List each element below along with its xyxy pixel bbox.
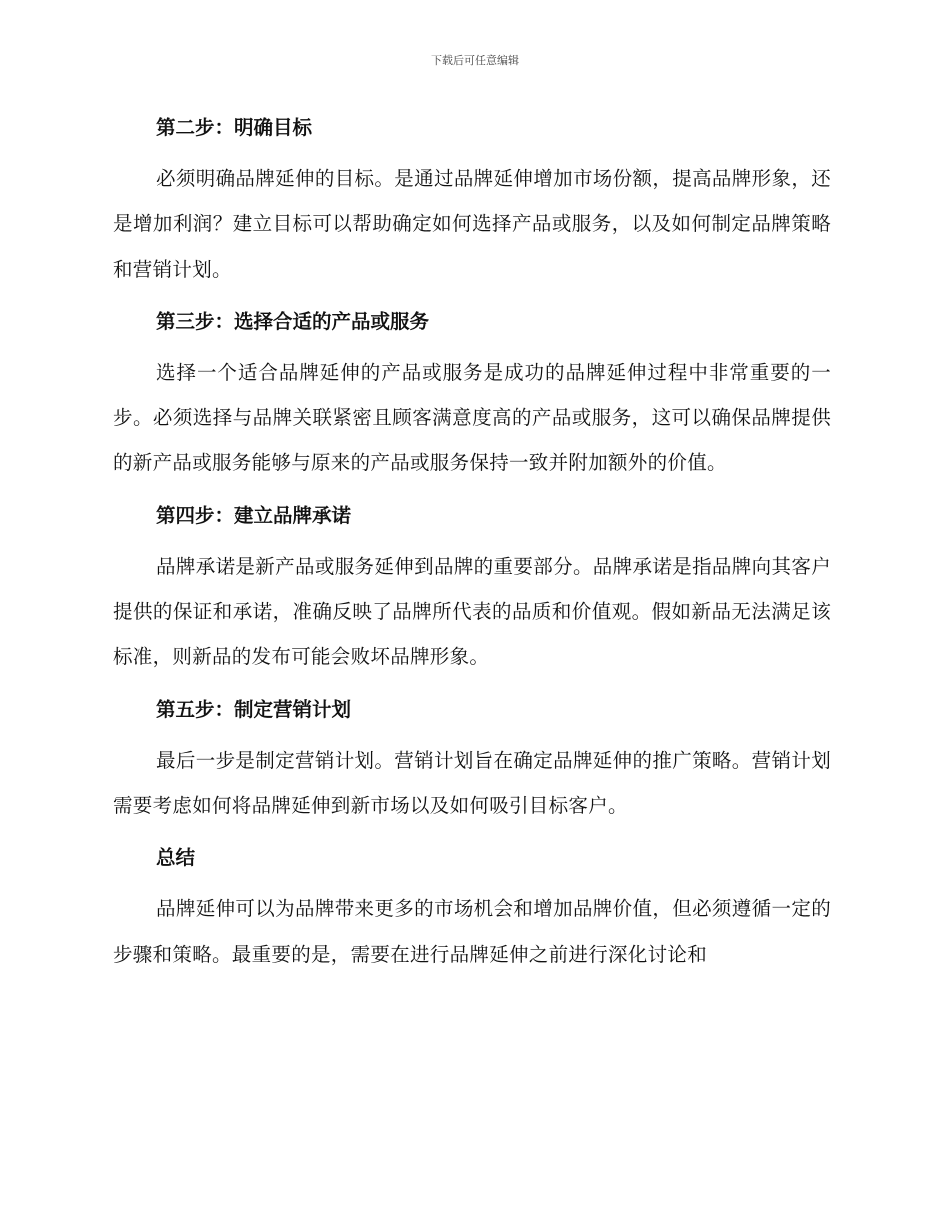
- section-paragraph: 品牌承诺是新产品或服务延伸到品牌的重要部分。品牌承诺是指品牌向其客户提供的保证和承诺，准确反映了品牌所代表的品质和价值观。假如新品无法满足该标准，则新品的发布可能会败坏品牌形象。: [113, 554, 831, 669]
- section-paragraph: 品牌延伸可以为品牌带来更多的市场机会和增加品牌价值，但必须遵循一定的步骤和策略。最重要的是，需要在进行品牌延伸之前进行深化讨论和: [113, 897, 831, 966]
- section-summary: [113, 836, 831, 977]
- section-paragraph: 选择一个适合品牌延伸的产品或服务是成功的品牌延伸过程中非常重要的一步。必须选择与品牌关联紧密且顾客满意度高的产品或服务，这可以确保品牌提供的新产品或服务能够与原来的产品或服务保持一致并附加额外的价值。: [113, 360, 831, 475]
- document-body: [113, 106, 831, 977]
- section-paragraph: 必须明确品牌延伸的目标。是通过品牌延伸增加市场份额，提高品牌形象，还是增加利润？建立目标可以帮助确定如何选择产品或服务，以及如何制定品牌策略和营销计划。: [113, 167, 831, 281]
- section-heading: 总结: [156, 846, 196, 870]
- section-heading: 第二步：明确目标: [156, 116, 313, 139]
- section-step-four: [113, 494, 831, 688]
- section-step-five: [113, 688, 831, 837]
- page-header: 下载后可任意编辑: [431, 54, 519, 67]
- section-paragraph: 最后一步是制定营销计划。营销计划旨在确定品牌延伸的推广策略。营销计划需要考虑如何将品牌延伸到新市场以及如何吸引目标客户。: [113, 748, 831, 817]
- section-step-three: [113, 300, 831, 494]
- section-heading: 第五步：制定营销计划: [156, 697, 352, 721]
- section-heading: 第四步：建立品牌承诺: [156, 503, 352, 527]
- section-step-two: [113, 106, 831, 300]
- section-heading: 第三步：选择合适的产品或服务: [156, 309, 430, 333]
